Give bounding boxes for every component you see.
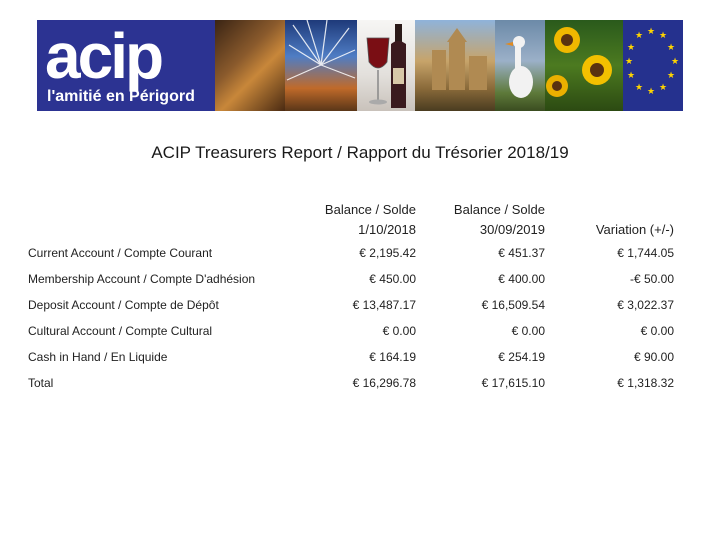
row-opening: € 0.00: [382, 324, 416, 338]
svg-text:★: ★: [647, 27, 656, 37]
row-closing: € 400.00: [498, 272, 545, 286]
row-variation: € 1,744.05: [617, 246, 674, 260]
svg-text:★: ★: [635, 83, 644, 93]
row-closing: € 16,509.54: [481, 298, 545, 312]
row-variation: € 90.00: [633, 350, 674, 364]
header-closing-line1: Balance / Solde: [453, 202, 545, 217]
row-label: Deposit Account / Compte de Dépôt: [28, 298, 219, 312]
goose-icon: [505, 36, 533, 98]
row-closing: € 17,615.10: [481, 376, 545, 390]
logo-wordmark: acip: [45, 20, 162, 92]
header-variation: [545, 190, 674, 240]
wine-bottle-icon: [391, 24, 406, 108]
table-row: [28, 344, 674, 370]
header-closing-line2: 30/09/2019: [479, 222, 545, 237]
wine-glass-icon: [367, 38, 389, 105]
banner-illustrations: [37, 20, 683, 111]
svg-text:★: ★: [627, 71, 636, 81]
table-row: [28, 266, 674, 292]
row-label: Membership Account / Compte D'adhésion: [28, 272, 256, 286]
header-variation-line2: Variation (+/-): [595, 222, 674, 237]
row-label: Cultural Account / Compte Cultural: [28, 324, 213, 338]
svg-text:★: ★: [627, 43, 636, 53]
header-opening-line2: 1/10/2018: [358, 222, 416, 237]
row-opening: € 164.19: [369, 350, 416, 364]
row-closing: € 254.19: [498, 350, 545, 364]
sunflowers-icon: [546, 27, 612, 97]
svg-text:★: ★: [647, 87, 656, 97]
treasurer-report-table: [28, 190, 674, 396]
row-label: Total: [28, 376, 54, 390]
logo-tagline: l'amitié en Périgord: [47, 88, 195, 105]
row-opening: € 450.00: [369, 272, 416, 286]
table-row: [28, 318, 674, 344]
row-opening: € 16,296.78: [352, 376, 416, 390]
chateau-icon: [432, 28, 487, 90]
eu-stars-icon: [625, 27, 679, 97]
row-closing: € 0.00: [511, 324, 545, 338]
header-opening-balance: [294, 190, 416, 240]
svg-text:★: ★: [667, 71, 676, 81]
header-label-column: [28, 190, 294, 240]
row-opening: € 2,195.42: [359, 246, 416, 260]
row-variation: € 3,022.37: [617, 298, 674, 312]
header-closing-balance: [416, 190, 545, 240]
svg-text:★: ★: [667, 43, 676, 53]
table-header-row: [28, 190, 674, 240]
table-total-row: [28, 370, 674, 396]
svg-text:★: ★: [659, 31, 668, 41]
row-label: Current Account / Compte Courant: [28, 246, 213, 260]
header-opening-line1: Balance / Solde: [324, 202, 416, 217]
row-closing: € 451.37: [498, 246, 545, 260]
header-banner: [37, 20, 683, 111]
svg-text:★: ★: [659, 83, 668, 93]
svg-text:★: ★: [625, 57, 634, 67]
row-variation: € 0.00: [640, 324, 674, 338]
svg-text:★: ★: [635, 31, 644, 41]
svg-text:★: ★: [671, 57, 680, 67]
row-variation: € 1,318.32: [617, 376, 674, 390]
table-row: [28, 292, 674, 318]
row-variation: -€ 50.00: [629, 272, 674, 286]
report-title: ACIP Treasurers Report / Rapport du Trésorier 2018/19: [151, 143, 569, 162]
row-label: Cash in Hand / En Liquide: [28, 350, 168, 364]
table-row: [28, 240, 674, 266]
windmill-icon: [287, 20, 355, 80]
row-opening: € 13,487.17: [352, 298, 416, 312]
